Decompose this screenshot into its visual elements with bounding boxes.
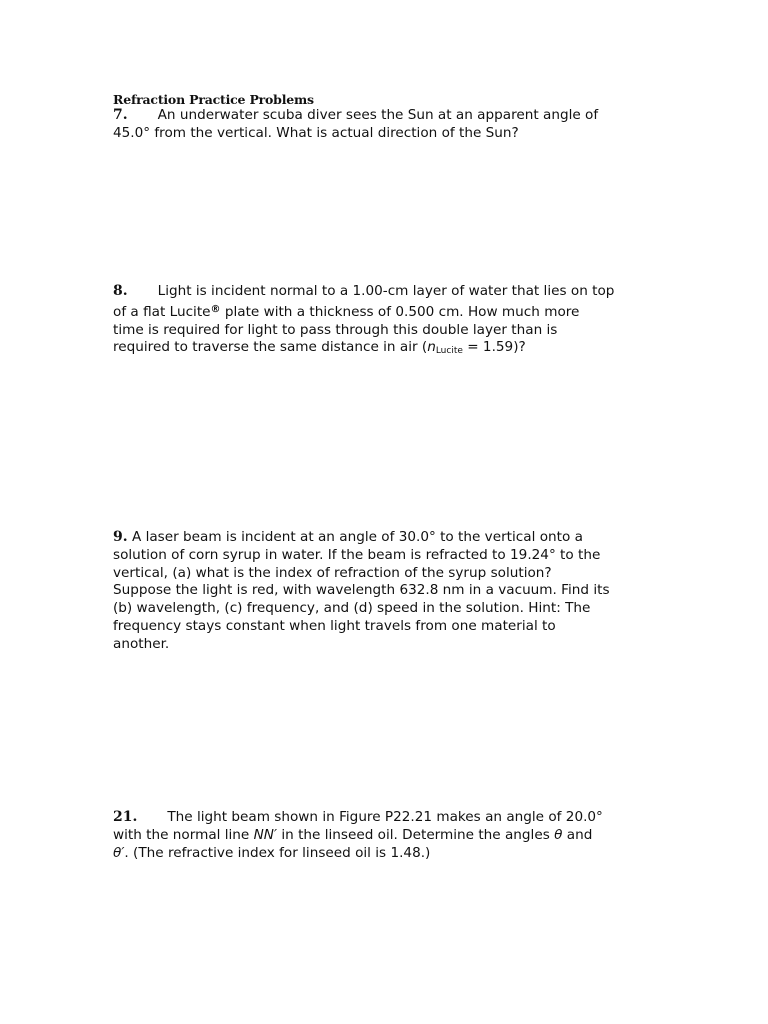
problem-line: [113, 529, 665, 547]
problem-text: (b) wavelength, (c) frequency, and (d) speed in the solution. Hint: The: [113, 600, 591, 617]
problem-text: An underwater scuba diver sees the Sun at an apparent angle of: [157, 107, 599, 123]
index-symbol: n: [427, 339, 436, 356]
problem-9: [113, 529, 665, 654]
problem-text: The light beam shown in Figure P22.21 makes an angle of 20.0°: [167, 809, 603, 825]
problem-text: in the linseed oil. Determine the angles: [277, 826, 555, 843]
problem-number: 8.: [113, 283, 128, 299]
problem-line: [113, 301, 665, 322]
problem-8: [113, 283, 665, 361]
problem-text: Suppose the light is red, with wavelength 632.8 nm in a vacuum. Find its: [113, 582, 610, 599]
problem-text: frequency stays constant when light travels from one material to: [113, 617, 556, 634]
problem-number: 7.: [113, 107, 128, 123]
problem-text: plate with a thickness of 0.500 cm. How much more: [220, 303, 580, 320]
problem-7: [113, 107, 665, 143]
problem-text: Light is incident normal to a 1.00-cm layer of water that lies on top: [157, 283, 615, 299]
problem-21: [113, 809, 665, 862]
problem-text: time is required for light to pass through this double layer than is: [113, 321, 558, 338]
problem-text: 45.0° from the vertical. What is actual direction of the Sun?: [113, 124, 519, 141]
problem-text: solution of corn syrup in water. If the beam is refracted to 19.24° to the: [113, 546, 601, 563]
problem-line: [113, 283, 665, 301]
index-subscript: Lucite: [435, 346, 463, 357]
problem-text: and: [562, 826, 593, 843]
theta-prime-symbol: θ′: [113, 844, 125, 861]
problem-line: [113, 339, 665, 361]
problem-text: with the normal line: [113, 826, 254, 843]
registered-mark: ®: [210, 303, 221, 315]
problem-text: vertical, (a) what is the index of refraction of the syrup solution?: [113, 564, 552, 581]
problem-text: . (The refractive index for linseed oil is 1.48.): [124, 844, 431, 861]
document-title: Refraction Practice Problems: [113, 92, 314, 107]
problem-text: required to traverse the same distance in air (: [113, 339, 428, 356]
problem-text: = 1.59)?: [462, 339, 526, 356]
normal-line-label: NN′: [253, 826, 278, 843]
theta-symbol: θ: [554, 826, 563, 843]
problem-line: [113, 107, 665, 125]
problem-text: another.: [113, 635, 170, 652]
problem-line: [113, 827, 665, 845]
problem-line: [113, 845, 665, 863]
problem-number: 21.: [113, 809, 138, 825]
problem-text: of a flat Lucite: [113, 303, 211, 320]
problem-number: 9.: [113, 529, 128, 545]
problem-line: [113, 809, 665, 827]
problem-text: A laser beam is incident at an angle of 30.0° to the vertical onto a: [127, 529, 583, 545]
